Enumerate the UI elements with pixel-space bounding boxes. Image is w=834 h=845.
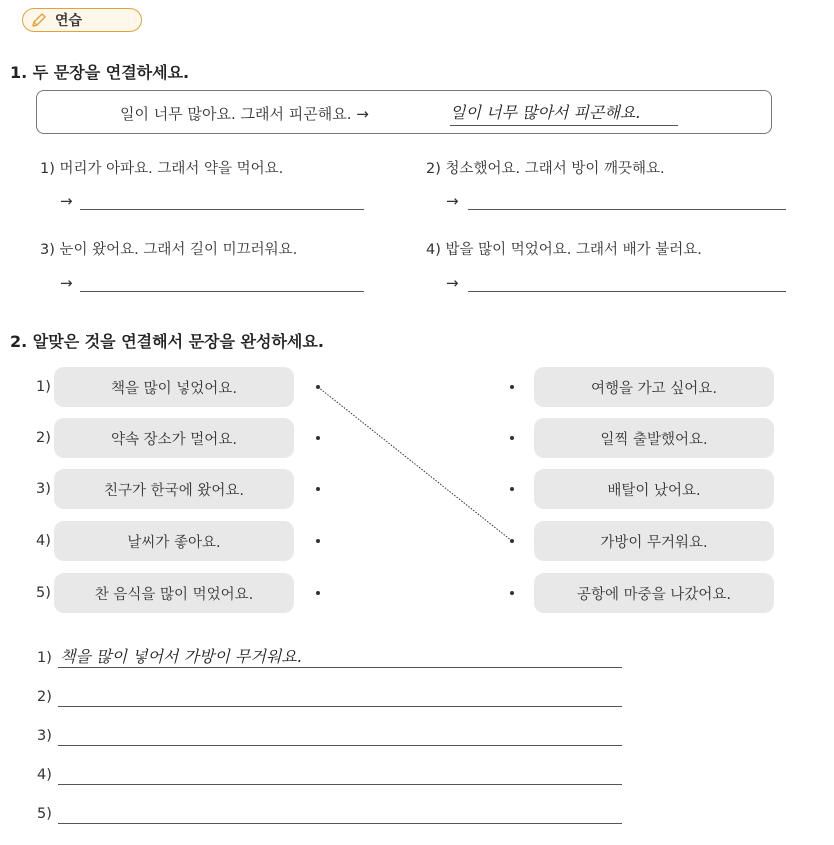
right-item-1-dot[interactable] bbox=[510, 385, 514, 389]
left-item-2-number: 2) bbox=[36, 430, 51, 446]
left-item-3-dot[interactable] bbox=[316, 487, 320, 491]
answer-1-number: 1) bbox=[37, 650, 52, 666]
exercise1-item-4-question: 4) 밥을 많이 먹었어요. 그래서 배가 불러요. bbox=[426, 242, 702, 258]
answer-1-text: 책을 많이 넣어서 가방이 무거워요. bbox=[60, 647, 302, 666]
left-item-5-dot[interactable] bbox=[316, 591, 320, 595]
right-item-4[interactable]: 가방이 무거워요. bbox=[534, 521, 774, 561]
answer-3-line[interactable] bbox=[58, 745, 622, 746]
answer-2-number: 2) bbox=[37, 689, 52, 705]
answer-3-number: 3) bbox=[37, 728, 52, 744]
arrow-icon: → bbox=[446, 192, 459, 210]
left-item-4[interactable]: 날씨가 좋아요. bbox=[54, 521, 294, 561]
section1-title: 1. 두 문장을 연결하세요. bbox=[10, 63, 190, 82]
right-item-3[interactable]: 배탈이 났어요. bbox=[534, 469, 774, 509]
answer-5-line[interactable] bbox=[58, 823, 622, 824]
section2-title: 2. 알맞은 것을 연결해서 문장을 완성하세요. bbox=[10, 332, 324, 351]
right-item-1[interactable]: 여행을 가고 싶어요. bbox=[534, 367, 774, 407]
left-item-1-number: 1) bbox=[36, 379, 51, 395]
right-item-4-dot[interactable] bbox=[510, 539, 514, 543]
left-item-1-dot[interactable] bbox=[316, 385, 320, 389]
arrow-icon: → bbox=[356, 105, 369, 123]
right-item-5[interactable]: 공항에 마중을 나갔어요. bbox=[534, 573, 774, 613]
left-item-3[interactable]: 친구가 한국에 왔어요. bbox=[54, 469, 294, 509]
arrow-icon: → bbox=[60, 274, 73, 292]
answer-4-line[interactable] bbox=[58, 784, 622, 785]
left-item-2[interactable]: 약속 장소가 멀어요. bbox=[54, 418, 294, 458]
exercise1-item-3-question: 3) 눈이 왔어요. 그래서 길이 미끄러워요. bbox=[40, 242, 298, 258]
badge-label: 연습 bbox=[55, 13, 83, 29]
left-item-5-number: 5) bbox=[36, 585, 51, 601]
right-item-2-dot[interactable] bbox=[510, 436, 514, 440]
answer-2-line[interactable] bbox=[58, 706, 622, 707]
right-item-3-dot[interactable] bbox=[510, 487, 514, 491]
left-item-4-dot[interactable] bbox=[316, 539, 320, 543]
left-item-5[interactable]: 찬 음식을 많이 먹었어요. bbox=[54, 573, 294, 613]
answer-4-number: 4) bbox=[37, 767, 52, 783]
right-item-2[interactable]: 일찍 출발했어요. bbox=[534, 418, 774, 458]
exercise1-item-1-question: 1) 머리가 아파요. 그래서 약을 먹어요. bbox=[40, 161, 284, 177]
left-item-1[interactable]: 책을 많이 넣었어요. bbox=[54, 367, 294, 407]
arrow-icon: → bbox=[446, 274, 459, 292]
arrow-icon: → bbox=[60, 192, 73, 210]
left-item-4-number: 4) bbox=[36, 533, 51, 549]
answer-1-line[interactable] bbox=[58, 667, 622, 668]
exercise1-item-2-question: 2) 청소했어요. 그래서 방이 깨끗해요. bbox=[426, 161, 665, 177]
example-question: 일이 너무 많아요. 그래서 피곤해요. → bbox=[120, 105, 369, 123]
left-item-2-dot[interactable] bbox=[316, 436, 320, 440]
left-item-3-number: 3) bbox=[36, 481, 51, 497]
example-answer: 일이 너무 많아서 피곤해요. bbox=[450, 100, 678, 126]
right-item-5-dot[interactable] bbox=[510, 591, 514, 595]
answer-5-number: 5) bbox=[37, 806, 52, 822]
